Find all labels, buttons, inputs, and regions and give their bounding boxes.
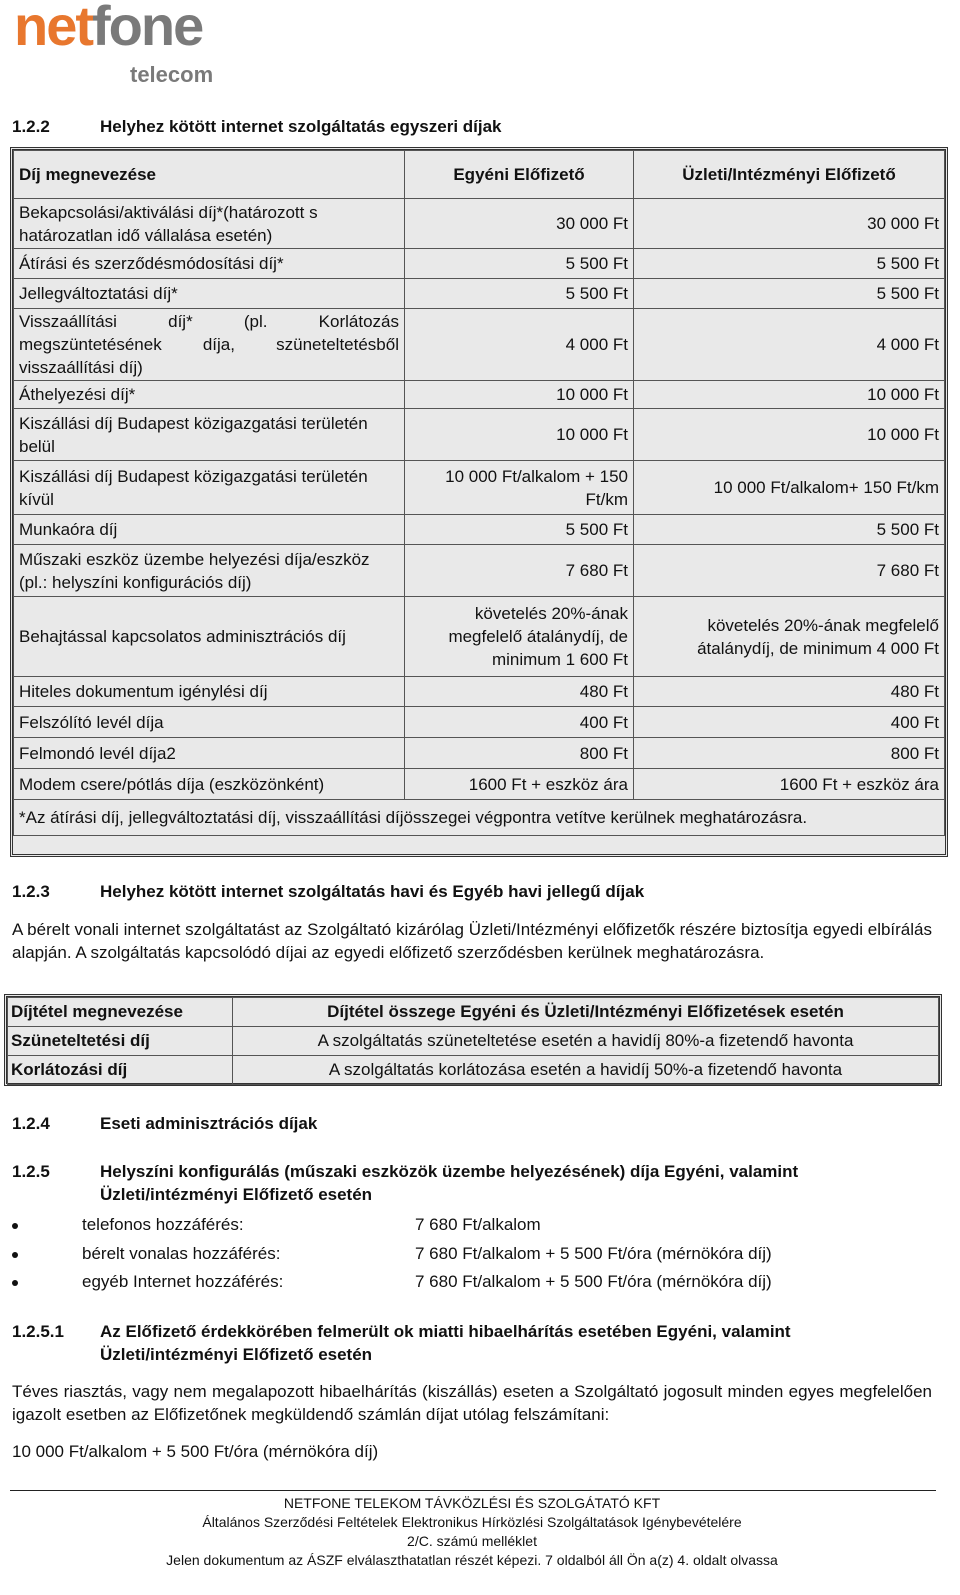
table-cell: 1600 Ft + eszköz ára [634,769,945,800]
table-footnote: *Az átírási díj, jellegváltoztatási díj, visszaállítási díjösszegei végpontra vetítve kerülnek meghatározásra. [14,800,945,836]
footer-page-info: Jelen dokumentum az ÁSZF elválaszthatatlan részét képezi. 7 oldalból áll Ön a(z) 4. oldalt olvassa [166,1552,778,1568]
footer-annex: 2/C. számú melléklet [407,1533,537,1549]
table-cell: 800 Ft [634,738,945,769]
list-item-label: egyéb Internet hozzáférés: [82,1272,284,1291]
section-title: Helyhez kötött internet szolgáltatás havi és Egyéb havi jellegű díjak [100,882,645,901]
netfone-logo [14,0,234,92]
section-title-line2: Üzleti/intézményi Előfizető esetén [100,1345,373,1364]
table-header-row [8,998,939,1027]
logo-net: net [14,0,92,57]
table-cell: 400 Ft [405,707,634,738]
table-row [8,1056,939,1085]
paragraph: A bérelt vonali internet szolgáltatást az Szolgáltató kizárólag Üzleti/Intézményi előfizetők részére biztosítja egyedi elbírálás alapján. A szolgáltatás kapcsolódó díjai az egyedi előfizető szerződésben kerülnek meghatározásra. [12,920,932,962]
table-row [14,677,945,707]
table-row [14,199,945,249]
table-cell: 10 000 Ft [634,409,945,461]
section-number: 1.2.4 [12,1114,50,1133]
table-row [14,249,945,279]
table-cell: 480 Ft [634,677,945,707]
table-row [14,515,945,545]
table-row [14,309,945,381]
table-cell: 800 Ft [405,738,634,769]
table-row [14,279,945,309]
footer-doc-title: Általános Szerződési Feltételek Elektronikus Hírközlési Szolgáltatások Igénybevételére [202,1514,742,1530]
table-cell: Áthelyezési díj* [14,381,405,409]
header-cell: Díj megnevezése [14,151,405,199]
list-item-value: 7 680 Ft/alkalom + 5 500 Ft/óra (mérnökóra díj) [415,1272,772,1291]
section-number: 1.2.5 [12,1162,50,1181]
table-cell: A szolgáltatás korlátozása esetén a havidíj 50%-a fizetendő havonta [233,1056,939,1085]
header-cell: Díjtétel összege Egyéni és Üzleti/Intézményi Előfizetések esetén [233,998,939,1027]
header-cell: Egyéni Előfizető [405,151,634,199]
table-cell: 10 000 Ft/alkalom + 150 Ft/km [405,461,634,515]
table-cell: Szüneteltetési díj [8,1027,233,1056]
list-item-value: 7 680 Ft/alkalom [415,1215,541,1234]
table-cell: 10 000 Ft/alkalom+ 150 Ft/km [634,461,945,515]
logo-telecom: telecom [130,62,214,87]
section-title: Helyszíni konfigurálás (műszaki eszközök üzembe helyezésének) díja Egyéni, valamint [100,1162,799,1181]
table-cell: 30 000 Ft [634,199,945,249]
table-cell: Behajtással kapcsolatos adminisztrációs díj [14,597,405,677]
table-cell: 1600 Ft + eszköz ára [405,769,634,800]
table-cell: követelés 20%-ának megfelelő átalánydíj, de minimum 1 600 Ft [405,597,634,677]
section-title-line2: Üzleti/intézményi Előfizető esetén [100,1185,373,1204]
table-cell: 7 680 Ft [634,545,945,597]
list-item-label: bérelt vonalas hozzáférés: [82,1244,281,1263]
section-title: Eseti adminisztrációs díjak [100,1114,318,1133]
table-cell: 480 Ft [405,677,634,707]
header-cell: Üzleti/Intézményi Előfizető [634,151,945,199]
table-row [8,1027,939,1056]
table-cell: 5 500 Ft [405,279,634,309]
table-cell: 30 000 Ft [405,199,634,249]
table-cell: Felmondó levél díja2 [14,738,405,769]
table-cell: 5 500 Ft [634,279,945,309]
table-cell: Műszaki eszköz üzembe helyezési díja/eszköz (pl.: helyszíni konfigurációs díj) [14,545,405,597]
logo-wordmark [14,0,203,57]
page-footer [0,1494,944,1570]
table-row [14,545,945,597]
list-item-value: 7 680 Ft/alkalom + 5 500 Ft/óra (mérnökóra díj) [415,1244,772,1263]
table-cell: 5 500 Ft [634,249,945,279]
table-cell: 5 500 Ft [405,515,634,545]
table-row [14,597,945,677]
footer-company: NETFONE TELEKOM TÁVKÖZLÉSI ÉS SZOLGÁTATÓ KFT [283,1495,661,1511]
table-cell: 10 000 Ft [405,409,634,461]
table-row [14,461,945,515]
table-cell: Kiszállási díj Budapest közigazgatási területén belül [14,409,405,461]
table-cell: Jellegváltoztatási díj* [14,279,405,309]
logo-fone: fone [92,0,203,57]
table-cell: Felszólító levél díja [14,707,405,738]
section-title: Helyhez kötött internet szolgáltatás egyszeri díjak [100,117,502,136]
table-row [14,738,945,769]
table-cell: Modem csere/pótlás díja (eszközönként) [14,769,405,800]
table-row [14,381,945,409]
table-cell: Bekapcsolási/aktiválási díj*(határozott s határozatlan idő vállalása esetén) [14,199,405,249]
bullet-icon [12,1252,18,1258]
table-cell: 5 500 Ft [405,249,634,279]
table-cell: 10 000 Ft [405,381,634,409]
table-cell: 5 500 Ft [634,515,945,545]
table-row [14,409,945,461]
footer-divider [10,1490,936,1491]
table-header-row [14,151,945,199]
table-cell: 10 000 Ft [634,381,945,409]
section-number: 1.2.5.1 [12,1322,64,1341]
section-number: 1.2.3 [12,882,50,901]
bullet-icon [12,1280,18,1286]
fee-table [10,147,948,857]
table-cell: 400 Ft [634,707,945,738]
paragraph: 10 000 Ft/alkalom + 5 500 Ft/óra (mérnökóra díj) [12,1442,379,1461]
paragraph: Téves riasztás, vagy nem megalapozott hibaelhárítás (kiszállás) eseten a Szolgáltató jogosult minden egyes megfelelően igazolt esetben az Előfizetőnek megküldendő számlán díjat utólag felszámítani: [12,1382,932,1424]
table-cell: Átírási és szerződésmódosítási díj* [14,249,405,279]
header-cell: Díjtétel megnevezése [8,998,233,1027]
table-cell: 4 000 Ft [405,309,634,381]
table-cell: 7 680 Ft [405,545,634,597]
table-row [14,707,945,738]
table-row [14,769,945,800]
section-title: Az Előfizető érdekkörében felmerült ok miatti hibaelhárítás esetében Egyéni, valamint [100,1322,791,1341]
section-number: 1.2.2 [12,117,50,136]
table-cell: Kiszállási díj Budapest közigazgatási területén kívül [14,461,405,515]
table-cell: Hiteles dokumentum igénylési díj [14,677,405,707]
table-cell: Korlátozási díj [8,1056,233,1085]
table-note-row [14,800,945,836]
table-cell: A szolgáltatás szüneteltetése esetén a havidíj 80%-a fizetendő havonta [233,1027,939,1056]
bullet-icon [12,1223,18,1229]
table-cell: követelés 20%-ának megfelelő átalánydíj, de minimum 4 000 Ft [634,597,945,677]
list-item-label: telefonos hozzáférés: [82,1215,244,1234]
table-cell: Visszaállítási díj* (pl. Korlátozás megszüntetésének díja, szüneteltetésből visszaállítási díj) [14,309,405,381]
table-cell: 4 000 Ft [634,309,945,381]
table-cell: Munkaóra díj [14,515,405,545]
monthly-fee-table [4,994,942,1086]
